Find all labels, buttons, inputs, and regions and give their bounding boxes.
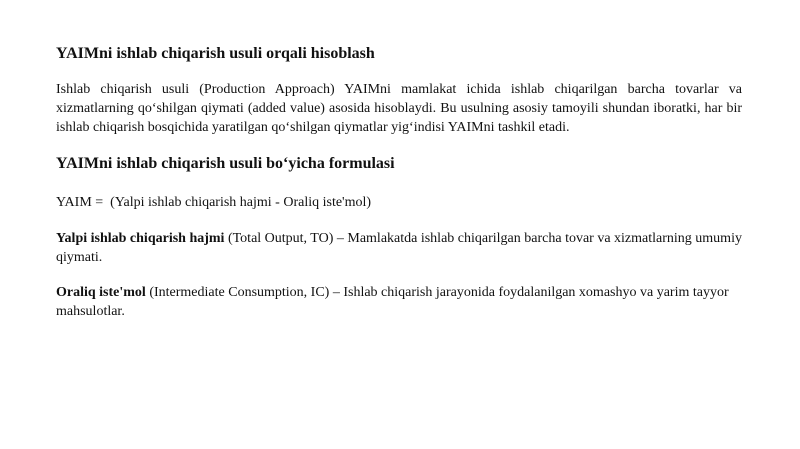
definition-intermediate-consumption (56, 283, 742, 321)
definition-text: (Total Output, TO) – Mamlakatda ishlab chiqarilgan barcha tovar va xizmatlarning umumiy qiymati. (56, 231, 742, 265)
intro-paragraph: Ishlab chiqarish usuli (Production Approach) YAIMni mamlakat ichida ishlab chiqarilgan barcha tovarlar va xizmatlarning qo‘shilgan qiymati (added value) asosida hisoblaydi. Bu usulning asosiy tamoyili shundan iboratki, har bir ishlab chiqarish bosqichida yaratilgan qo‘shilgan qiymatlar yig‘indisi YAIMni tashkil etadi. (56, 82, 742, 135)
formula-text: YAIM = (Yalpi ishlab chiqarish hajmi - Oraliq iste'mol) (56, 195, 372, 210)
definition-term: Oraliq iste'mol (56, 285, 146, 300)
section-heading-formula: YAIMni ishlab chiqarish usuli bo‘yicha formulasi (56, 155, 395, 172)
definition-total-output (56, 229, 742, 267)
section-heading-production-approach: YAIMni ishlab chiqarish usuli orqali hisoblash (56, 45, 375, 62)
definition-text: (Intermediate Consumption, IC) – Ishlab chiqarish jarayonida foydalanilgan xomashyo va yarim tayyor mahsulotlar. (56, 285, 729, 319)
definition-term: Yalpi ishlab chiqarish hajmi (56, 231, 225, 246)
